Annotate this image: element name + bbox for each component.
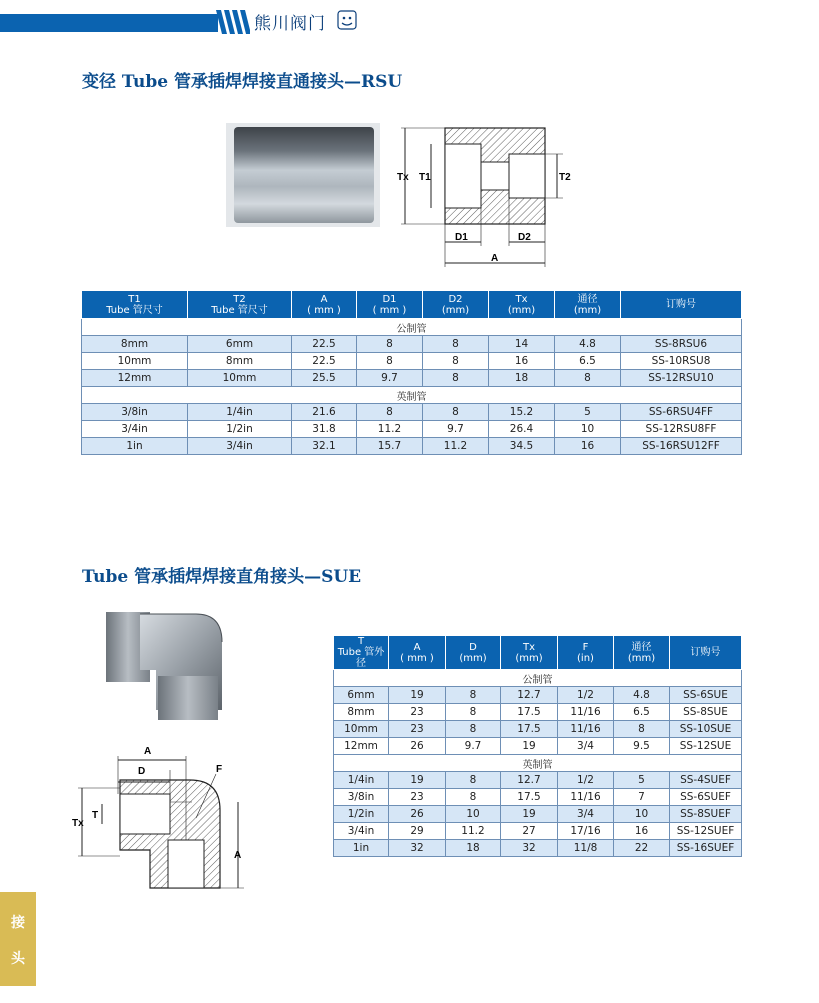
table-cell: 12mm [334, 738, 389, 755]
table-cell: 22.5 [292, 353, 357, 370]
table-cell: 26.4 [489, 421, 555, 438]
group-row [334, 670, 742, 687]
table-cell: SS-8SUEF [670, 806, 742, 823]
table-cell: 16 [555, 438, 621, 455]
table-cell: 8 [446, 789, 501, 806]
table-cell: SS-4SUEF [670, 772, 742, 789]
table-cell: 8 [446, 721, 501, 738]
column-header-label: F [582, 641, 589, 653]
table-cell: 9.7 [446, 738, 501, 755]
column-header-label: 通径 [577, 293, 598, 305]
table-row [334, 789, 742, 806]
section-title-rsu: 变径 Tube 管承插焊焊接直通接头—RSU [82, 72, 403, 92]
table-row [334, 687, 742, 704]
column-header [501, 636, 558, 670]
table-cell: 26 [389, 806, 446, 823]
column-header-unit: (mm) [507, 304, 536, 316]
table-cell: 10 [446, 806, 501, 823]
column-header-label: T1 [128, 293, 141, 305]
table-cell: 5 [614, 772, 670, 789]
table-cell: 1/2 [558, 687, 614, 704]
column-header [446, 636, 501, 670]
column-header-unit: ( mm ) [372, 304, 407, 316]
table-cell: 19 [389, 772, 446, 789]
table-cell: 19 [501, 738, 558, 755]
table-cell: 11/16 [558, 721, 614, 738]
table-cell: 17/16 [558, 823, 614, 840]
table-cell: 1/2in [188, 421, 292, 438]
table-row [82, 421, 742, 438]
table-cell: 6.5 [614, 704, 670, 721]
column-header-label: T2 [233, 293, 246, 305]
column-header [621, 291, 742, 319]
table-cell: 8 [446, 687, 501, 704]
table-cell: 18 [489, 370, 555, 387]
column-header [555, 291, 621, 319]
table-cell: 31.8 [292, 421, 357, 438]
column-header-label: A [320, 293, 328, 305]
table-cell: SS-12RSU8FF [621, 421, 742, 438]
column-header [334, 636, 389, 670]
table-row [334, 823, 742, 840]
column-header [670, 636, 742, 670]
sue-label-tx: Tx [72, 818, 84, 829]
table-cell: SS-8SUE [670, 704, 742, 721]
table-row [334, 704, 742, 721]
rsu-label-tx: Tx [397, 172, 409, 183]
sue-dimension-drawing [70, 738, 260, 890]
group-row [334, 755, 742, 772]
column-header [188, 291, 292, 319]
table-cell: SS-10RSU8 [621, 353, 742, 370]
column-header-unit: (in) [577, 652, 594, 664]
rsu-label-t1: T1 [419, 172, 431, 183]
rsu-dimension-drawing [395, 122, 585, 272]
table-row [334, 738, 742, 755]
table-cell: 11.2 [446, 823, 501, 840]
table-cell: 27 [501, 823, 558, 840]
column-header [489, 291, 555, 319]
table-cell: 12mm [82, 370, 188, 387]
table-cell: 17.5 [501, 704, 558, 721]
column-header-label: D [469, 641, 477, 653]
table-cell: 4.8 [555, 336, 621, 353]
table-row [82, 404, 742, 421]
table-cell: 8 [423, 370, 489, 387]
table-row [82, 353, 742, 370]
table-cell: 11/8 [558, 840, 614, 857]
group-label: 公制管 [82, 319, 742, 336]
column-header-label: D2 [448, 293, 463, 305]
column-header-unit: (mm) [459, 652, 487, 664]
sue-label-a-top: A [144, 746, 152, 757]
column-header [423, 291, 489, 319]
column-header-label: T [357, 636, 365, 647]
table-cell: 11.2 [423, 438, 489, 455]
table-cell: SS-8RSU6 [621, 336, 742, 353]
brand-name: 熊川阀门 [254, 14, 326, 34]
rsu-label-d2: D2 [518, 232, 531, 243]
table-cell: 3/4 [558, 738, 614, 755]
table-cell: 16 [614, 823, 670, 840]
table-row [82, 438, 742, 455]
column-header-unit: ( mm ) [307, 304, 341, 316]
table-cell: 21.6 [292, 404, 357, 421]
column-header-label: 订购号 [666, 299, 696, 310]
table-cell: SS-12SUEF [670, 823, 742, 840]
sue-elbow-photo [100, 606, 224, 724]
rsu-fitting-photo [226, 123, 380, 227]
table-cell: 1/4in [188, 404, 292, 421]
table-cell: 32 [389, 840, 446, 857]
table-cell: 17.5 [501, 789, 558, 806]
table-cell: 12.7 [501, 772, 558, 789]
table-cell: 23 [389, 704, 446, 721]
column-header-unit: (mm) [573, 304, 602, 316]
table-cell: 11/16 [558, 704, 614, 721]
table-cell: 23 [389, 721, 446, 738]
column-header-unit: Tube 管尺寸 [106, 304, 163, 316]
table-cell: 25.5 [292, 370, 357, 387]
sue-label-f: F [216, 764, 223, 775]
column-header-unit: Tube 管尺寸 [211, 304, 268, 316]
column-header-label: D1 [382, 293, 397, 305]
table-cell: 9.5 [614, 738, 670, 755]
column-header-label: 订购号 [690, 647, 721, 658]
table-cell: 8 [423, 404, 489, 421]
table-cell: 3/4in [334, 823, 389, 840]
column-header-label: Tx [515, 293, 528, 305]
table-cell: 17.5 [501, 721, 558, 738]
side-tab [0, 892, 36, 986]
table-cell: 1in [82, 438, 188, 455]
table-row [334, 840, 742, 857]
sue-label-t: T [92, 810, 99, 821]
table-cell: SS-6RSU4FF [621, 404, 742, 421]
brand-stripes-icon [216, 10, 250, 34]
table-cell: SS-6SUE [670, 687, 742, 704]
column-header [389, 636, 446, 670]
table-cell: 15.2 [489, 404, 555, 421]
column-header-label: Tx [522, 641, 536, 653]
table-cell: 11/16 [558, 789, 614, 806]
table-cell: 3/8in [334, 789, 389, 806]
table-cell: SS-12RSU10 [621, 370, 742, 387]
column-header [82, 291, 188, 319]
table-cell: 8 [357, 404, 423, 421]
table-cell: 9.7 [357, 370, 423, 387]
table-cell: 4.8 [614, 687, 670, 704]
table-cell: 14 [489, 336, 555, 353]
side-tab-char1: 接 [11, 915, 25, 931]
table-cell: 6mm [334, 687, 389, 704]
rsu-label-d1: D1 [455, 232, 468, 243]
table-row [82, 336, 742, 353]
group-row [82, 319, 742, 336]
table-cell: SS-12SUE [670, 738, 742, 755]
table-cell: 10 [555, 421, 621, 438]
table-cell: 19 [389, 687, 446, 704]
column-header [614, 636, 670, 670]
table-cell: 1/2in [334, 806, 389, 823]
column-header-unit: (mm) [627, 652, 656, 664]
table-cell: 18 [446, 840, 501, 857]
table-cell: 10mm [334, 721, 389, 738]
table-cell: 6mm [188, 336, 292, 353]
group-row [82, 387, 742, 404]
table-row [82, 370, 742, 387]
table-cell: 3/8in [82, 404, 188, 421]
column-header [558, 636, 614, 670]
table-cell: 1/2 [558, 772, 614, 789]
table-cell: 26 [389, 738, 446, 755]
column-header [357, 291, 423, 319]
table-cell: 3/4 [558, 806, 614, 823]
table-cell: 15.7 [357, 438, 423, 455]
table-cell: 22.5 [292, 336, 357, 353]
column-header-unit: (mm) [515, 652, 543, 664]
table-cell: 10 [614, 806, 670, 823]
table-cell: SS-6SUEF [670, 789, 742, 806]
table-cell: 8mm [334, 704, 389, 721]
group-label: 英制管 [334, 755, 742, 772]
table-cell: 8 [555, 370, 621, 387]
table-cell: 23 [389, 789, 446, 806]
table-cell: 8 [446, 704, 501, 721]
table-cell: 1in [334, 840, 389, 857]
column-header-unit: ( mm ) [400, 652, 434, 664]
sue-spec-table [333, 635, 742, 857]
table-cell: 29 [389, 823, 446, 840]
table-row [334, 721, 742, 738]
rsu-label-t2: T2 [559, 172, 571, 183]
table-cell: 8 [357, 353, 423, 370]
table-cell: SS-10SUE [670, 721, 742, 738]
table-cell: 3/4in [188, 438, 292, 455]
group-label: 英制管 [82, 387, 742, 404]
table-cell: 5 [555, 404, 621, 421]
bear-logo-icon [337, 10, 357, 30]
table-cell: 32.1 [292, 438, 357, 455]
table-cell: 9.7 [423, 421, 489, 438]
side-tab-char2: 头 [11, 951, 25, 967]
table-cell: 10mm [82, 353, 188, 370]
column-header [292, 291, 357, 319]
table-cell: 11.2 [357, 421, 423, 438]
table-cell: 34.5 [489, 438, 555, 455]
table-cell: 19 [501, 806, 558, 823]
table-cell: 8mm [82, 336, 188, 353]
sue-label-d: D [138, 766, 146, 777]
table-cell: 12.7 [501, 687, 558, 704]
group-label: 公制管 [334, 670, 742, 687]
table-cell: 8 [423, 353, 489, 370]
table-cell: 8 [423, 336, 489, 353]
table-cell: 8 [357, 336, 423, 353]
sue-label-a-side: A [234, 850, 242, 861]
table-cell: 3/4in [82, 421, 188, 438]
section-title-sue: Tube 管承插焊焊接直角接头—SUE [82, 567, 362, 587]
table-cell: 16 [489, 353, 555, 370]
column-header-label: A [413, 641, 421, 653]
rsu-label-a: A [491, 253, 499, 264]
table-cell: 8 [614, 721, 670, 738]
table-cell: 8 [446, 772, 501, 789]
table-row [334, 806, 742, 823]
table-cell: 6.5 [555, 353, 621, 370]
header-bar [0, 14, 218, 32]
table-cell: 10mm [188, 370, 292, 387]
table-cell: 32 [501, 840, 558, 857]
table-cell: 22 [614, 840, 670, 857]
column-header-unit: (mm) [441, 304, 470, 316]
table-cell: 7 [614, 789, 670, 806]
table-cell: SS-16RSU12FF [621, 438, 742, 455]
table-cell: SS-16SUEF [670, 840, 742, 857]
table-cell: 8mm [188, 353, 292, 370]
column-header-unit: Tube 管外径 [337, 647, 385, 669]
column-header-label: 通径 [631, 641, 652, 653]
rsu-spec-table [81, 290, 742, 455]
table-row [334, 772, 742, 789]
table-cell: 1/4in [334, 772, 389, 789]
